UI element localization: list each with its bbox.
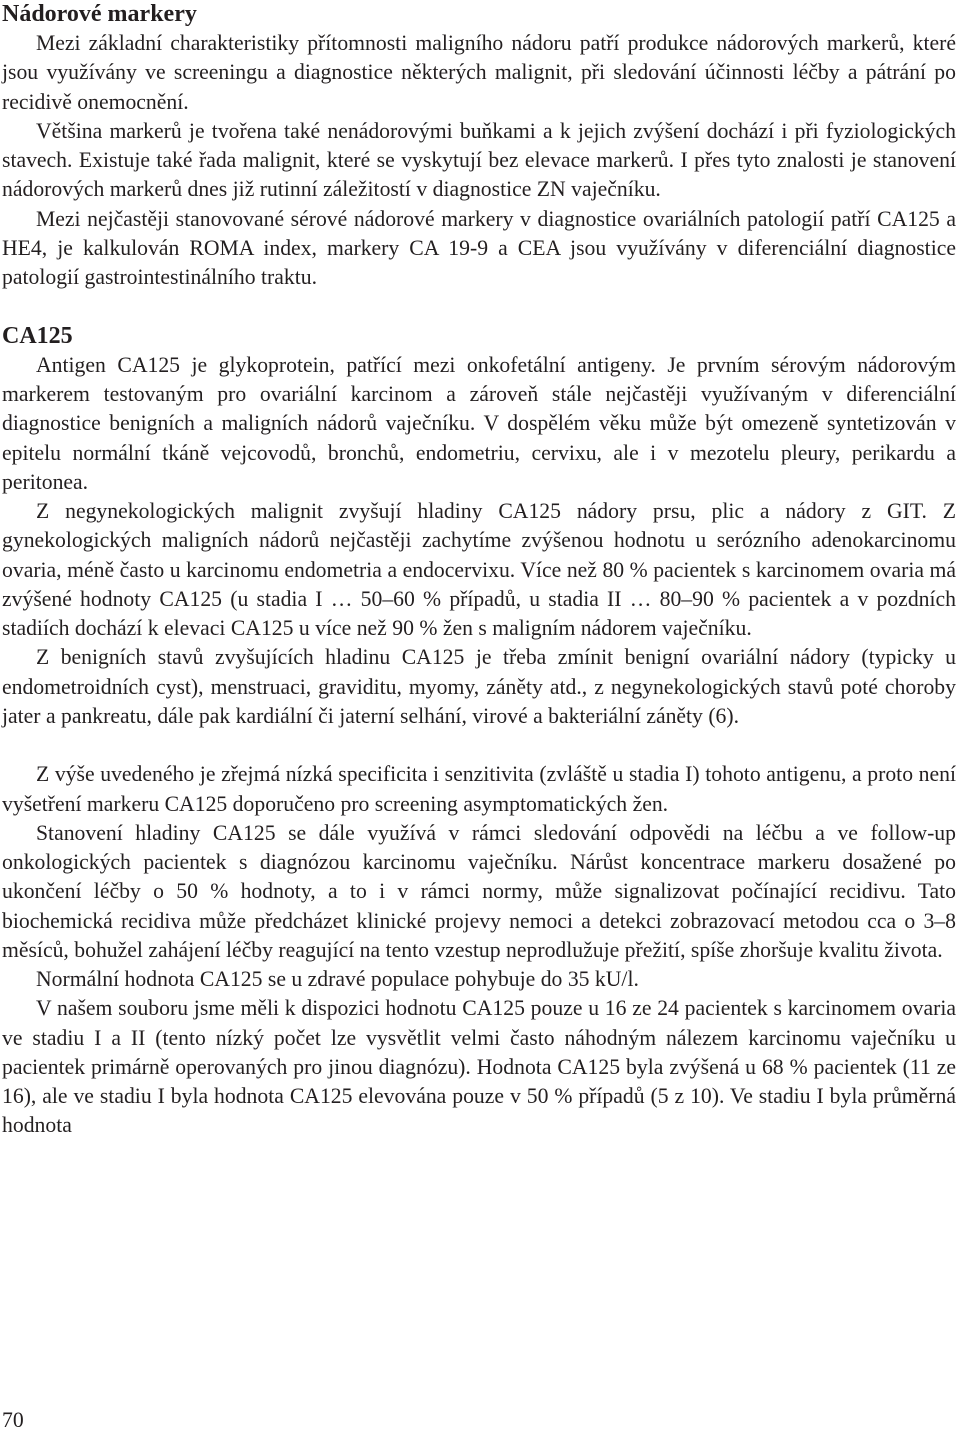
ca125-paragraph-7: V našem souboru jsme měli k dispozici hodnotu CA125 pouze u 16 ze 24 pacientek s karcinomem ovaria ve stadiu I a II (tento nízký počet lze vysvětlit velmi často náhodným nálezem karcinomu vaječníku u pacientek primárně operovaných pro jinou diagnózu). Hodnota CA125 byla zvýšená u 68 % pacientek (11 ze 16), ale ve stadiu I byla hodnota CA125 elevována pouze v 50 % případů (5 z 10). Ve stadiu I byla průměrná hodnota <box>2 996 956 1138</box>
ca125-paragraph-1: Antigen CA125 je glykoprotein, patřící mezi onkofetální antigeny. Je prvním sérovým nádorovým markerem testovaným pro ovariální karcinom a zároveň stále nejčastěji využívaným v diferenciální diagnostice benigních a maligních nádorů vaječníku. V dospělém věku může být omezeně syntetizován v epitelu normální tkáně vejcovodů, bronchů, endometriu, cervixu, ale i v mezotelu pleury, perikardu a peritonea. <box>2 352 956 494</box>
intro-paragraph-3: Mezi nejčastěji stanovované sérové nádorové markery v diagnostice ovariálních patologií patří CA125 a HE4, je kalkulován ROMA index, markery CA 19-9 a CEA jsou využívány v diferenciální diagnostice patologií gastrointestinálního traktu. <box>2 206 956 290</box>
page-number: 70 <box>2 1408 24 1432</box>
intro-paragraph-2: Většina markerů je tvořena také nenádorovými buňkami a k jejich zvýšení dochází i při fyziologických stavech. Existuje také řada malignit, které se vyskytují bez elevace markerů. I přes tyto znalosti je stanovení nádorových markerů dnes již rutinní záležitostí v diagnostice ZN vaječníku. <box>2 118 956 202</box>
section-heading-ca125: CA125 <box>2 322 73 349</box>
paragraph-gap <box>2 731 956 760</box>
ca125-paragraph-4: Z výše uvedeného je zřejmá nízká specificita i senzitivita (zvláště u stadia I) tohoto antigenu, a proto není vyšetření markeru CA125 doporučeno pro screening asymptomatických žen. <box>2 762 956 816</box>
ca125-paragraph-6: Normální hodnota CA125 se u zdravé populace pohybuje do 35 kU/l. <box>36 967 639 991</box>
section-heading-tumor-markers: Nádorové markery <box>2 1 197 27</box>
intro-paragraph-1: Mezi základní charakteristiky přítomnosti maligního nádoru patří produkce nádorových markerů, které jsou využívány ve screeningu a diagnostice některých malignit, při sledování účinnosti léčby a pátrání po recidivě onemocnění. <box>2 31 956 114</box>
document-page <box>2 0 956 1141</box>
ca125-paragraph-5: Stanovení hladiny CA125 se dále využívá v rámci sledování odpovědi na léčbu a ve follow-up onkologických pacientek s diagnózou karcinomu vaječníku. Nárůst koncentrace markeru dosažené po ukončení léčby o 50 % hodnoty, a to i v rámci normy, může signalizovat počínající recidivu. Tato biochemická recidiva může předcházet klinické projevy nemoci a detekci zobrazovací metodou cca o 3–8 měsíců, bohužel zahájení léčby reagující na tento vzestup neprodlužuje přežití, spíše zhoršuje kvalitu života. <box>2 820 956 962</box>
ca125-paragraph-2: Z negynekologických malignit zvyšují hladiny CA125 nádory prsu, plic a nádory z GIT. Z gynekologických maligních nádorů nejčastěji zachytíme zvýšenou hodnotu u serózního adenokarcinomu ovaria, méně často u karcinomu endometria a endocervixu. Více než 80 % pacientek s karcinomem ovaria má zvýšené hodnoty CA125 (u stadia I … 50–60 % případů, u stadia II … 80–90 % pacientek a v pozdních stadiích dochází k elevaci CA125 u více než 90 % žen s maligním nádorem vaječníku. <box>2 499 956 641</box>
ca125-paragraph-3: Z benigních stavů zvyšujících hladinu CA125 je třeba zmínit benigní ovariální nádory (typicky u endometroidních cyst), menstruaci, graviditu, myomy, záněty atd., z negynekologických stavů poté choroby jater a pankreatu, dále pak kardiální či jaterní selhání, virové a bakteriální záněty (6). <box>2 645 956 728</box>
